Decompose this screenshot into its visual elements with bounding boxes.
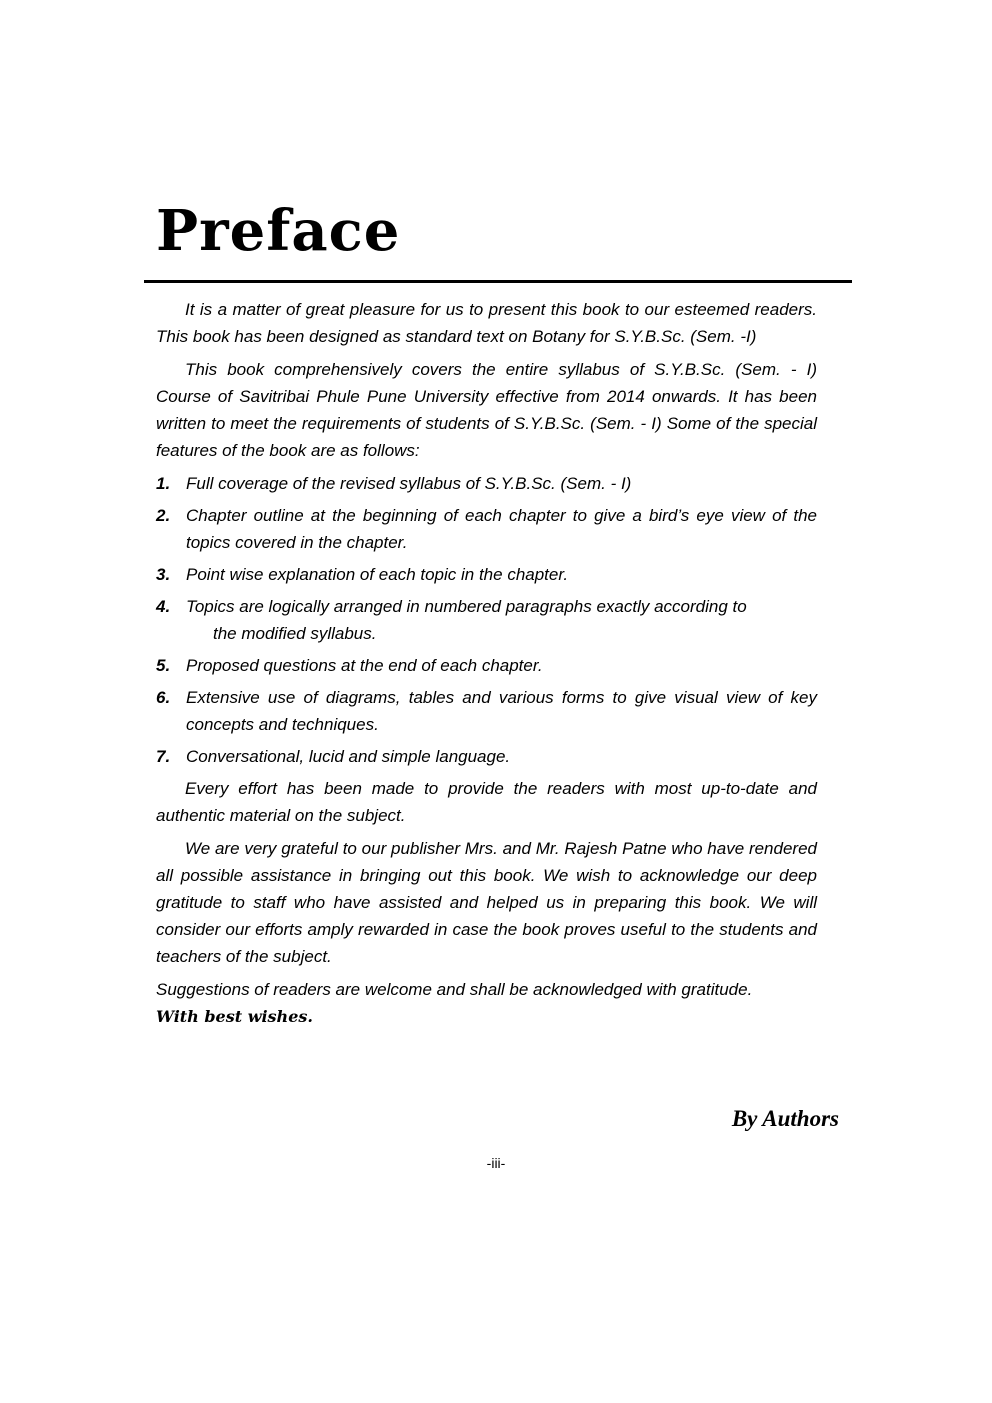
- coverage-paragraph: This book comprehensively covers the entire syllabus of S.Y.B.Sc. (Sem. - I) Course of Savitribai Phule Pune University effective from 2014 onwards. It has been written to meet the requirements of students of S.Y.B.Sc. (Sem. - I) Some of the special features of the book are as follows:: [156, 360, 817, 460]
- list-item: [156, 743, 817, 770]
- effort-paragraph: Every effort has been made to provide the readers with most up-to-date and authentic material on the subject.: [156, 779, 817, 825]
- list-text: Conversational, lucid and simple language.: [186, 747, 511, 766]
- list-text: Chapter outline at the beginning of each chapter to give a bird’s eye view of the topics covered in the chapter.: [186, 506, 817, 552]
- intro-paragraph: It is a matter of great pleasure for us to present this book to our esteemed readers. This book has been designed as standard text on Botany for S.Y.B.Sc. (Sem. -I): [156, 300, 817, 346]
- list-item: [156, 684, 817, 738]
- list-item: [156, 652, 817, 679]
- list-item: [156, 470, 817, 497]
- list-number: 3.: [156, 565, 171, 584]
- title-divider: [144, 280, 852, 283]
- list-text-continuation: the modified syllabus.: [213, 624, 377, 643]
- list-number: 4.: [156, 597, 171, 616]
- list-number: 7.: [156, 747, 171, 766]
- list-text: Point wise explanation of each topic in the chapter.: [186, 565, 569, 584]
- list-text: Extensive use of diagrams, tables and various forms to give visual view of key concepts and techniques.: [186, 688, 817, 734]
- list-number: 1.: [156, 474, 171, 493]
- list-item: [156, 593, 817, 647]
- author-signature: By Authors: [731, 1106, 839, 1131]
- list-number: 2.: [156, 506, 171, 525]
- features-list: [156, 470, 817, 770]
- suggestions-paragraph: Suggestions of readers are welcome and shall be acknowledged with gratitude.: [156, 980, 753, 999]
- list-text: Topics are logically arranged in numbered paragraphs exactly according to: [186, 597, 747, 616]
- gratitude-paragraph: We are very grateful to our publisher Mrs. and Mr. Rajesh Patne who have rendered all possible assistance in bringing out this book. We wish to acknowledge our deep gratitude to staff who have assisted and helped us in preparing this book. We will consider our efforts amply rewarded in case the book proves useful to the students and teachers of the subject.: [156, 839, 817, 966]
- closing-wishes: With best wishes.: [156, 1007, 313, 1026]
- list-number: 6.: [156, 688, 171, 707]
- list-text-wrapper: [186, 593, 817, 647]
- list-number: 5.: [156, 656, 171, 675]
- list-item: [156, 502, 817, 556]
- list-item: [156, 561, 817, 588]
- page-number: -iii-: [486, 1155, 506, 1171]
- list-text: Full coverage of the revised syllabus of S.Y.B.Sc. (Sem. - I): [186, 474, 632, 493]
- page-title: Preface: [156, 198, 401, 264]
- list-text: Proposed questions at the end of each chapter.: [186, 656, 543, 675]
- preface-body: [156, 296, 817, 1029]
